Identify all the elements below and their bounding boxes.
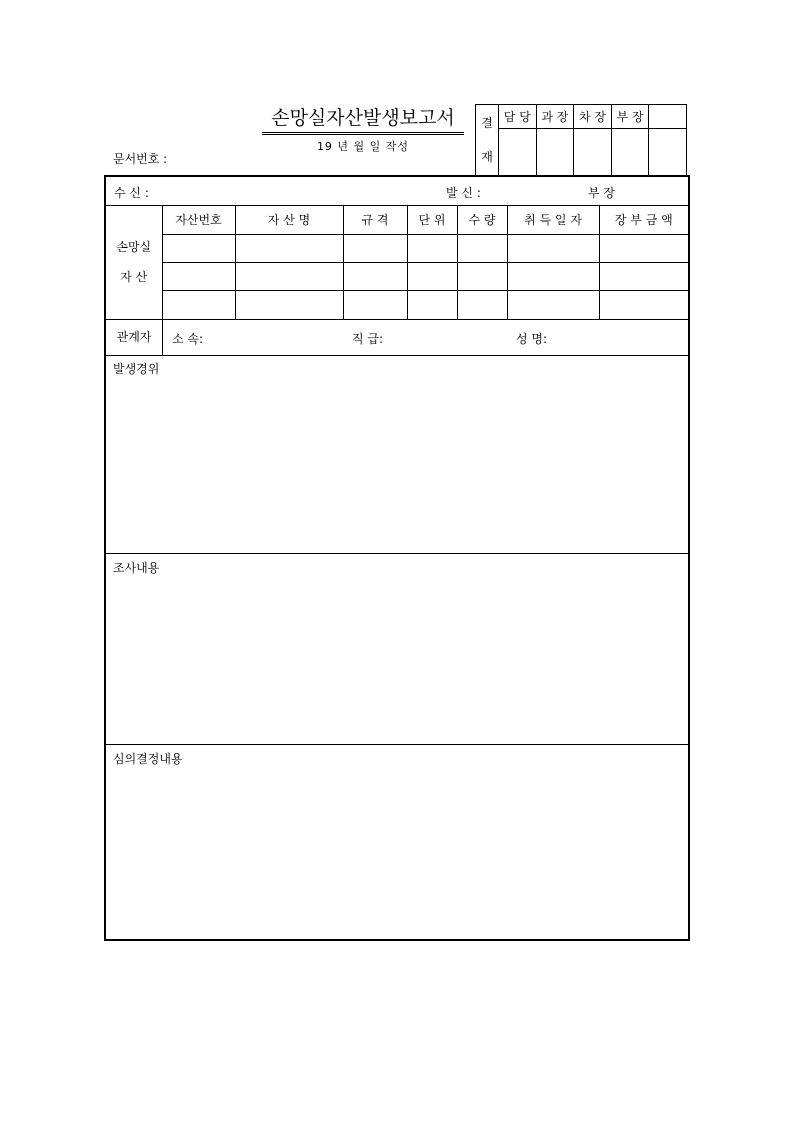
- approval-sign-section-chief[interactable]: [536, 129, 574, 176]
- cell-spec[interactable]: [343, 262, 407, 290]
- report-frame: [104, 175, 690, 941]
- cell-quantity[interactable]: [457, 234, 507, 262]
- document-number-label: 문서번호 :: [113, 152, 168, 166]
- cell-asset-name[interactable]: [235, 262, 343, 290]
- receiver-row: [106, 177, 688, 206]
- col-asset-name: 자 산 명: [235, 205, 343, 234]
- cell-spec[interactable]: [343, 234, 407, 262]
- col-book-value: 장 부 금 액: [599, 205, 688, 234]
- investigation-section: [106, 554, 688, 745]
- decision-text[interactable]: [113, 769, 681, 935]
- cell-quantity[interactable]: [457, 290, 507, 319]
- affiliation-label: 소 속:: [172, 332, 204, 346]
- cell-unit[interactable]: [407, 262, 457, 290]
- occurrence-section: [106, 355, 688, 554]
- col-asset-number: 자산번호: [162, 205, 235, 234]
- asset-row-label: [106, 205, 162, 319]
- table-row: [106, 262, 688, 290]
- related-person-row: [106, 319, 688, 356]
- cell-spec[interactable]: [343, 290, 407, 319]
- occurrence-label: 발생경위: [113, 362, 160, 376]
- table-row: [106, 290, 688, 319]
- table-row: [106, 234, 688, 262]
- cell-acquisition-date[interactable]: [507, 290, 599, 319]
- from-label: 발 신 :: [446, 186, 481, 200]
- decision-label: 심의결정내용: [113, 752, 183, 766]
- approval-sign-extra[interactable]: [649, 129, 687, 176]
- decision-section: [106, 745, 688, 939]
- cell-acquisition-date[interactable]: [507, 262, 599, 290]
- approval-label: [476, 105, 499, 176]
- cell-unit[interactable]: [407, 234, 457, 262]
- cell-book-value[interactable]: [599, 290, 688, 319]
- approval-box: [475, 104, 687, 176]
- cell-asset-number[interactable]: [162, 290, 235, 319]
- cell-unit[interactable]: [407, 290, 457, 319]
- approval-sign-director[interactable]: [611, 129, 649, 176]
- investigation-label: 조사내용: [113, 561, 160, 575]
- asset-table: [106, 205, 688, 320]
- asset-row-label-line2: 자 산: [120, 269, 148, 284]
- form-title: 손망실자산발생보고서: [262, 104, 464, 135]
- position-label: 직 급:: [352, 332, 384, 346]
- name-label: 성 명:: [516, 332, 548, 346]
- approval-col-extra: [649, 105, 687, 129]
- cell-asset-name[interactable]: [235, 234, 343, 262]
- approval-col-section-chief: 과 장: [536, 105, 574, 129]
- approval-sign-deputy[interactable]: [574, 129, 612, 176]
- approval-col-director: 부 장: [611, 105, 649, 129]
- cell-quantity[interactable]: [457, 262, 507, 290]
- approval-label-bottom: 재: [481, 150, 493, 164]
- cell-book-value[interactable]: [599, 262, 688, 290]
- from-title: 부 장: [588, 186, 615, 200]
- asset-row-label-line1: 손망실: [116, 239, 152, 254]
- approval-sign-staff[interactable]: [499, 129, 537, 176]
- related-person-label: 관계자: [106, 320, 163, 355]
- col-spec: 규 격: [343, 205, 407, 234]
- col-acquisition-date: 취 득 일 자: [507, 205, 599, 234]
- cell-asset-number[interactable]: [162, 262, 235, 290]
- cell-asset-name[interactable]: [235, 290, 343, 319]
- cell-book-value[interactable]: [599, 234, 688, 262]
- cell-acquisition-date[interactable]: [507, 234, 599, 262]
- to-label: 수 신 :: [114, 186, 149, 200]
- approval-col-staff: 담 당: [499, 105, 537, 129]
- cell-asset-number[interactable]: [162, 234, 235, 262]
- investigation-text[interactable]: [113, 578, 681, 740]
- col-quantity: 수 량: [457, 205, 507, 234]
- approval-col-deputy: 차 장: [574, 105, 612, 129]
- occurrence-text[interactable]: [113, 379, 681, 549]
- col-unit: 단 위: [407, 205, 457, 234]
- date-line: 19 년 월 일 작성: [316, 140, 410, 153]
- approval-label-top: 결: [481, 116, 493, 130]
